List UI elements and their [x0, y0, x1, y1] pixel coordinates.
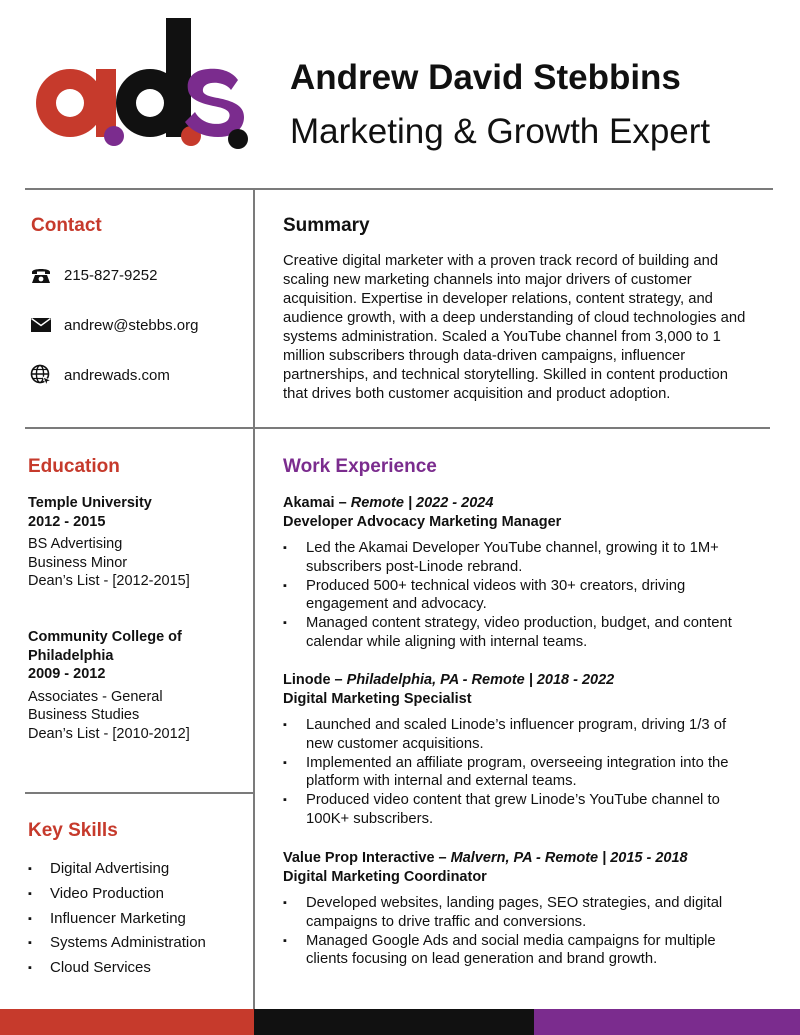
bullet-icon: ▪ — [283, 617, 287, 630]
bullet-line: Implemented an affiliate program, overseeing integration into the — [306, 754, 729, 771]
job-bullet — [283, 791, 773, 829]
bullet-icon: ▪ — [283, 579, 287, 592]
job-years: | 2022 - 2024 — [407, 495, 494, 511]
job-role: Developer Advocacy Marketing Manager — [283, 514, 562, 530]
school-years: 2012 - 2015 — [28, 513, 106, 530]
job-role: Digital Marketing Specialist — [283, 691, 472, 707]
skill-item — [28, 907, 248, 932]
bullet-line: Led the Akamai Developer YouTube channel, growing it to 1M+ — [306, 540, 719, 556]
resume-title: Marketing & Growth Expert — [290, 112, 711, 151]
job-bullet — [283, 539, 773, 577]
bullet-icon: ▪ — [28, 937, 32, 950]
school-detail: Business Minor — [28, 554, 128, 571]
job-entry — [283, 494, 773, 652]
skills-list — [28, 857, 248, 981]
summary-line: million subscribers through data-driven campaigns, influencer — [283, 348, 686, 364]
bullet-icon: ▪ — [28, 912, 32, 925]
bullet-line: new customer acquisitions. — [306, 735, 484, 752]
summary-line: scaling new marketing channels into major drivers of customer — [283, 272, 692, 288]
bullet-line: Developed websites, landing pages, SEO strategies, and digital — [306, 895, 723, 911]
bullet-icon: ▪ — [283, 934, 287, 947]
bullet-icon: ▪ — [28, 887, 32, 900]
education-entry — [28, 494, 250, 591]
skill-item — [28, 857, 248, 882]
job-header — [283, 849, 773, 868]
resume-name: Andrew David Stebbins — [290, 58, 681, 97]
bullet-line: campaigns to drive traffic and conversions. — [306, 913, 587, 930]
footer-bar-purple — [534, 1009, 800, 1035]
summary-divider — [255, 427, 770, 429]
summary-text — [283, 252, 778, 404]
school-name: Philadelphia — [28, 647, 114, 664]
footer-bar-red — [0, 1009, 254, 1035]
globe-icon — [30, 364, 52, 386]
summary-line: Creative digital marketer with a proven track record of building and — [283, 253, 719, 269]
job-bullet — [283, 932, 773, 970]
bullet-line: calendar while aligning with internal teams. — [306, 633, 588, 650]
job-entry — [283, 849, 773, 969]
summary-line: acquisition. Expertise in developer relations, content strategy, and — [283, 291, 713, 307]
bullet-line: clients focusing on lead generation and brand growth. — [306, 951, 658, 968]
website-text[interactable]: andrewads.com — [64, 366, 170, 384]
skill-label: Cloud Services — [50, 959, 151, 977]
job-years: | 2015 - 2018 — [602, 850, 688, 866]
education-heading: Education — [28, 456, 120, 477]
job-header — [283, 671, 773, 690]
contact-website — [30, 364, 170, 386]
skill-label: Video Production — [50, 884, 164, 902]
job-location: Philadelphia, PA - Remote — [346, 672, 525, 688]
envelope-icon — [30, 314, 52, 336]
bullet-icon: ▪ — [283, 542, 287, 554]
bullet-line: platform with internal and external teams. — [306, 773, 577, 790]
job-bullet — [283, 894, 773, 932]
job-role: Digital Marketing Coordinator — [283, 869, 487, 885]
work-heading: Work Experience — [283, 456, 437, 477]
bullet-line: Managed Google Ads and social media campaigns for multiple — [306, 932, 716, 949]
skill-label: Systems Administration — [50, 934, 206, 952]
job-location: Remote — [350, 495, 404, 511]
ads-logo — [28, 18, 253, 158]
education-entry — [28, 628, 250, 743]
summary-line: audience growth, with a deep understanding of cloud technologies and — [283, 310, 746, 326]
job-years: | 2018 - 2022 — [528, 672, 615, 688]
bullet-line: Managed content strategy, video production, budget, and content — [306, 615, 732, 632]
job-company: Linode – — [283, 672, 343, 688]
phone-icon — [30, 264, 52, 286]
job-bullet — [283, 577, 773, 615]
column-divider — [253, 188, 255, 1009]
job-bullets — [283, 539, 773, 652]
job-entry — [283, 671, 773, 829]
summary-line: systems administration. Scaled a YouTube channel from 3,000 to 1 — [283, 329, 721, 345]
school-years: 2009 - 2012 — [28, 666, 106, 682]
summary-heading: Summary — [283, 215, 370, 236]
header-divider — [25, 188, 773, 190]
bullet-icon: ▪ — [28, 863, 32, 875]
skill-item — [28, 882, 248, 907]
school-name: Community College of — [28, 629, 182, 645]
job-bullet — [283, 716, 773, 754]
footer-bar-black — [254, 1009, 534, 1035]
summary-line: that drives both customer acquisition and product adoption. — [283, 386, 671, 402]
bullet-icon: ▪ — [283, 897, 287, 909]
skill-label: Digital Advertising — [50, 860, 170, 877]
contact-phone — [30, 264, 157, 286]
bullet-icon: ▪ — [28, 962, 32, 975]
bullet-line: engagement and advocacy. — [306, 596, 487, 613]
bullet-line: Launched and scaled Linode’s influencer program, driving 1/3 of — [306, 717, 727, 733]
contact-heading: Contact — [31, 215, 102, 236]
skills-heading: Key Skills — [28, 820, 118, 841]
job-bullets — [283, 894, 773, 969]
bullet-line: Produced video content that grew Linode’s YouTube channel to — [306, 792, 720, 809]
bullet-icon: ▪ — [283, 719, 287, 731]
bullet-line: subscribers post-Linode rebrand. — [306, 558, 523, 575]
job-company: Akamai – — [283, 495, 347, 511]
school-name: Temple University — [28, 495, 152, 511]
email-text[interactable]: andrew@stebbs.org — [64, 316, 199, 334]
skill-item — [28, 931, 248, 956]
school-detail: Dean’s List - [2012-2015] — [28, 573, 190, 589]
bullet-icon: ▪ — [283, 794, 287, 807]
bullet-line: 100K+ subscribers. — [306, 810, 434, 827]
education-divider — [25, 792, 253, 794]
job-bullet — [283, 754, 773, 792]
job-bullet — [283, 614, 773, 652]
job-location: Malvern, PA - Remote — [450, 850, 599, 866]
skill-label: Influencer Marketing — [50, 909, 186, 927]
summary-line: partnerships, and technical storytelling. Skilled in content production — [283, 367, 728, 383]
contact-divider — [25, 427, 253, 429]
school-detail: Dean’s List - [2010-2012] — [28, 725, 190, 742]
skill-item — [28, 956, 248, 981]
bullet-line: Produced 500+ technical videos with 30+ creators, driving — [306, 577, 686, 594]
bullet-icon: ▪ — [283, 756, 287, 769]
job-company: Value Prop Interactive – — [283, 850, 447, 866]
job-header — [283, 494, 773, 513]
job-bullets — [283, 716, 773, 829]
school-detail: Business Studies — [28, 707, 140, 723]
phone-text[interactable]: 215-827-9252 — [64, 266, 158, 284]
school-detail: BS Advertising — [28, 536, 123, 552]
school-detail: Associates - General — [28, 688, 163, 705]
contact-email — [30, 314, 198, 336]
